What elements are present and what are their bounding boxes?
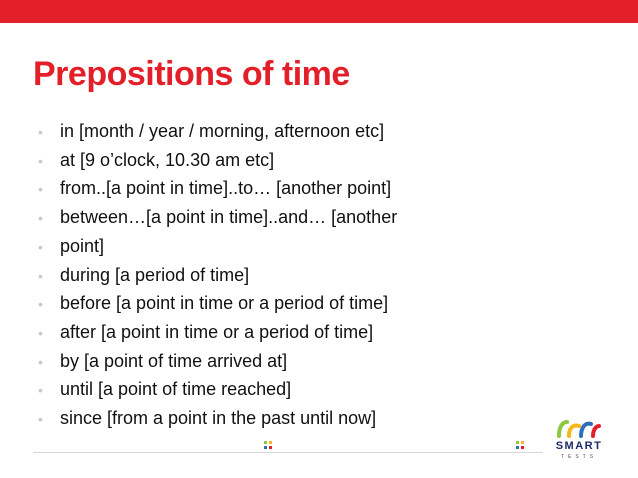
bullet-dot-icon: • (38, 238, 43, 255)
footer-divider (33, 452, 543, 453)
bullet-dot-icon: • (38, 353, 43, 370)
footer-squares-icon (264, 441, 273, 451)
list-item (38, 319, 397, 348)
bullet-dot-icon: • (38, 124, 43, 140)
smart-tests-logo (549, 416, 609, 466)
list-item (38, 233, 397, 262)
logo-wordmark: SMART (555, 440, 603, 452)
bullet-text: after [a point in time or a period of time] (60, 321, 374, 342)
bullet-text: at [9 o’clock, 10.30 am etc] (60, 149, 275, 170)
bullet-text: between…[a point in time]..and… [another (60, 207, 398, 228)
list-item (38, 405, 397, 434)
bullet-text: from..[a point in time]..to… [another point] (60, 178, 392, 199)
bullet-dot-icon: • (38, 267, 43, 284)
bullet-dot-icon: • (38, 411, 43, 428)
bullet-dot-icon: • (38, 181, 43, 198)
bullet-text: during [a period of time] (60, 264, 250, 285)
bullet-text: since [from a point in the past until now] (60, 408, 377, 429)
bullet-text: until [a point of time reached] (60, 379, 292, 400)
bullet-text: point] (60, 235, 105, 256)
logo-mark-icon (549, 416, 609, 440)
list-item (38, 147, 397, 176)
list-item (38, 204, 397, 233)
list-item (38, 262, 397, 291)
logo-tagline: TESTS (560, 454, 598, 460)
list-item (38, 376, 397, 405)
top-accent-bar (0, 0, 638, 23)
footer-squares-icon (516, 441, 525, 451)
bullet-dot-icon: • (38, 382, 43, 399)
list-item (38, 290, 397, 319)
bullet-dot-icon: • (38, 324, 43, 341)
bullet-dot-icon: • (38, 152, 43, 169)
bullet-list (38, 118, 397, 434)
bullet-dot-icon: • (38, 210, 43, 227)
list-item (38, 348, 397, 377)
bullet-text: before [a point in time or a period of time] (60, 293, 389, 314)
list-item (38, 118, 397, 147)
list-item (38, 175, 397, 204)
bullet-dot-icon: • (38, 296, 43, 313)
bullet-text: by [a point of time arrived at] (60, 350, 288, 371)
bullet-text: in [month / year / morning, afternoon etc] (60, 121, 385, 141)
slide-title: Prepositions of time (33, 55, 350, 93)
